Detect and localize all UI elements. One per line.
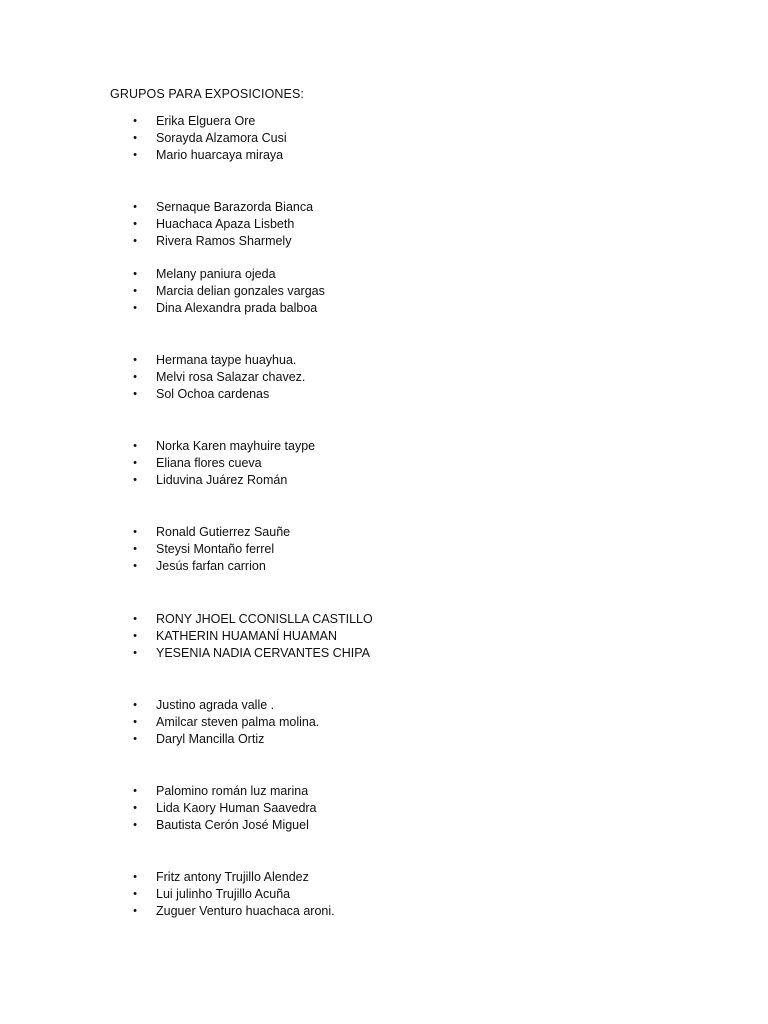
bullet-icon: •: [133, 440, 137, 452]
bullet-icon: •: [133, 285, 137, 297]
list-item: [0, 886, 768, 903]
member-name: Melvi rosa Salazar chavez.: [156, 370, 306, 384]
group-2: [0, 199, 768, 250]
group-9: [0, 783, 768, 834]
member-name: Dina Alexandra prada balboa: [156, 301, 318, 315]
member-name: Mario huarcaya miraya: [156, 148, 284, 162]
group-8: [0, 697, 768, 748]
list-item: [0, 817, 768, 834]
member-name: Justino agrada valle .: [156, 698, 275, 712]
bullet-icon: •: [133, 526, 137, 538]
list-item: [0, 903, 768, 920]
member-name: Norka Karen mayhuire taype: [156, 439, 316, 453]
member-name: Rivera Ramos Sharmely: [156, 234, 292, 248]
member-name: Amilcar steven palma molina.: [156, 715, 320, 729]
member-name: Sorayda Alzamora Cusi: [156, 131, 287, 145]
member-name: Jesús farfan carrion: [156, 559, 266, 573]
member-name: RONY JHOEL CCONISLLA CASTILLO: [156, 612, 373, 626]
list-item: [0, 697, 768, 714]
bullet-icon: •: [133, 218, 137, 230]
list-item: [0, 369, 768, 386]
bullet-icon: •: [133, 354, 137, 366]
bullet-icon: •: [133, 132, 137, 144]
member-name: Erika Elguera Ore: [156, 114, 256, 128]
list-item: [0, 386, 768, 403]
member-name: Steysi Montaño ferrel: [156, 542, 275, 556]
member-name: KATHERIN HUAMANÍ HUAMAN: [156, 629, 338, 643]
list-item: [0, 283, 768, 300]
bullet-icon: •: [133, 613, 137, 625]
bullet-icon: •: [133, 543, 137, 555]
group-6: [0, 524, 768, 575]
list-item: [0, 199, 768, 216]
list-item: [0, 783, 768, 800]
list-item: [0, 352, 768, 369]
member-name: Bautista Cerón José Miguel: [156, 818, 309, 832]
list-item: [0, 130, 768, 147]
bullet-icon: •: [133, 888, 137, 900]
member-name: Marcia delian gonzales vargas: [156, 284, 325, 298]
bullet-icon: •: [133, 716, 137, 728]
member-name: Liduvina Juárez Román: [156, 473, 288, 487]
member-name: Eliana flores cueva: [156, 456, 262, 470]
bullet-icon: •: [133, 802, 137, 814]
bullet-icon: •: [133, 560, 137, 572]
group-10: [0, 869, 768, 920]
bullet-icon: •: [133, 647, 137, 659]
member-name: Sol Ochoa cardenas: [156, 387, 270, 401]
list-item: [0, 645, 768, 662]
bullet-icon: •: [133, 630, 137, 642]
bullet-icon: •: [133, 388, 137, 400]
list-item: [0, 558, 768, 575]
member-name: YESENIA NADIA CERVANTES CHIPA: [156, 646, 370, 660]
group-5: [0, 438, 768, 489]
group-3: [0, 266, 768, 317]
member-name: Fritz antony Trujillo Alendez: [156, 870, 309, 884]
list-item: [0, 233, 768, 250]
list-item: [0, 611, 768, 628]
bullet-icon: •: [133, 371, 137, 383]
bullet-icon: •: [133, 201, 137, 213]
list-item: [0, 147, 768, 164]
member-name: Sernaque Barazorda Bianca: [156, 200, 314, 214]
list-item: [0, 541, 768, 558]
bullet-icon: •: [133, 302, 137, 314]
bullet-icon: •: [133, 905, 137, 917]
member-name: Lui julinho Trujillo Acuña: [156, 887, 291, 901]
bullet-icon: •: [133, 235, 137, 247]
list-item: [0, 300, 768, 317]
list-item: [0, 714, 768, 731]
member-name: Palomino román luz marina: [156, 784, 309, 798]
bullet-icon: •: [133, 785, 137, 797]
list-item: [0, 524, 768, 541]
group-7: [0, 611, 768, 662]
list-item: [0, 869, 768, 886]
bullet-icon: •: [133, 819, 137, 831]
member-name: Huachaca Apaza Lisbeth: [156, 217, 295, 231]
member-name: Lida Kaory Human Saavedra: [156, 801, 317, 815]
list-item: [0, 800, 768, 817]
list-item: [0, 266, 768, 283]
list-item: [0, 731, 768, 748]
bullet-icon: •: [133, 474, 137, 486]
bullet-icon: •: [133, 149, 137, 161]
bullet-icon: •: [133, 115, 137, 127]
bullet-icon: •: [133, 268, 137, 280]
document-title: GRUPOS PARA EXPOSICIONES:: [110, 87, 304, 101]
list-item: [0, 472, 768, 489]
member-name: Hermana taype huayhua.: [156, 353, 297, 367]
bullet-icon: •: [133, 871, 137, 883]
list-item: [0, 216, 768, 233]
bullet-icon: •: [133, 699, 137, 711]
member-name: Daryl Mancilla Ortiz: [156, 732, 265, 746]
bullet-icon: •: [133, 733, 137, 745]
list-item: [0, 113, 768, 130]
list-item: [0, 628, 768, 645]
group-4: [0, 352, 768, 403]
list-item: [0, 455, 768, 472]
member-name: Zuguer Venturo huachaca aroni.: [156, 904, 335, 918]
member-name: Ronald Gutierrez Sauñe: [156, 525, 291, 539]
list-item: [0, 438, 768, 455]
member-name: Melany paniura ojeda: [156, 267, 276, 281]
group-1: [0, 113, 768, 164]
bullet-icon: •: [133, 457, 137, 469]
